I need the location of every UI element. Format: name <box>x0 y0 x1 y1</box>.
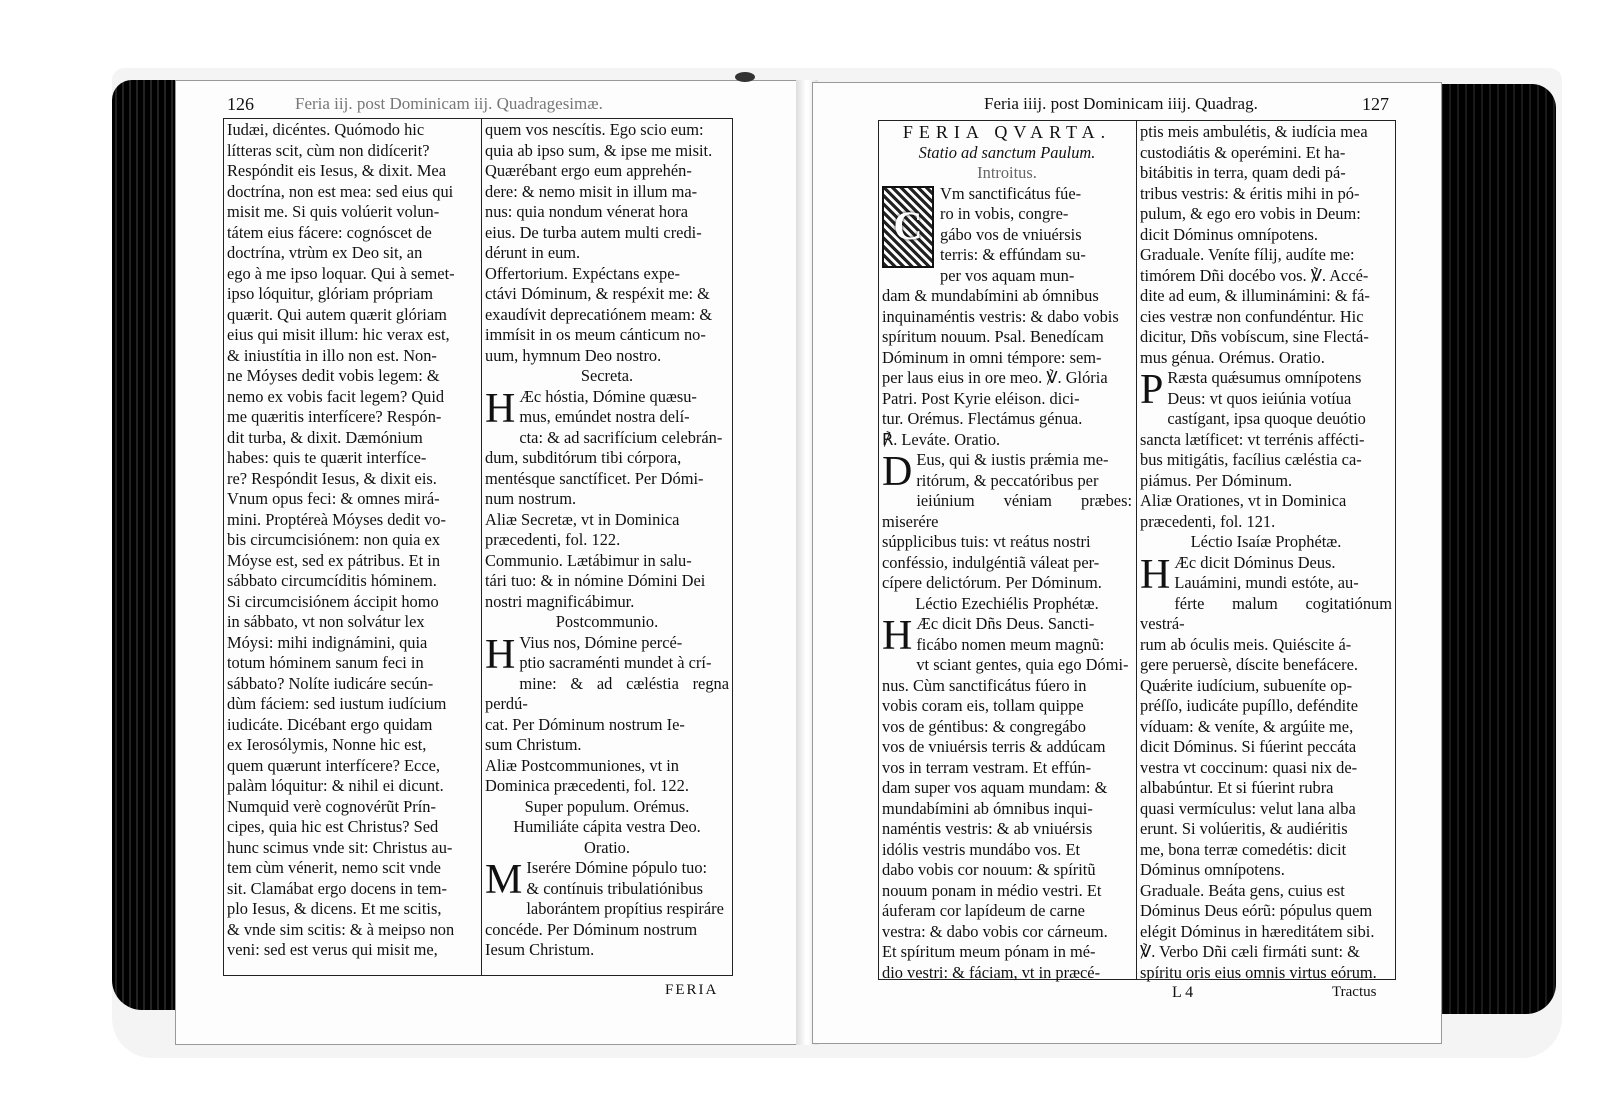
text-line: Vnum opus feci: & omnes mirá- <box>227 489 440 508</box>
text-line: víduam: & veníte, & argúite me, <box>1140 716 1354 736</box>
secreta-title: Secreta. <box>580 366 634 385</box>
graduale <box>1140 245 1392 368</box>
text-line: re? Respóndit Iesus, & dixit eis. <box>227 468 437 488</box>
text-line: ctávi Dóminum, & respéxit me: & <box>485 284 710 303</box>
text-line: dùm fáciem: sed iustum iudícium <box>227 694 447 713</box>
right-page-number: 127 <box>1362 94 1389 114</box>
text-line: spíritum nouum. Psal. Benedícam <box>882 327 1104 346</box>
lectio-ezechielis-title: Léctio Ezechiélis Prophétæ. <box>915 593 1099 613</box>
text-line: mus génua. Orémus. Oratio. <box>1140 347 1325 367</box>
left-running-head: Feria iij. post Dominicam iij. Quadragesimæ. <box>295 94 603 113</box>
text-line: palàm lóquitur: & nihil ei dicunt. <box>227 776 444 795</box>
text-line: Iudæi, dicéntes. Quómodo hic <box>227 120 425 139</box>
text-line: nemo ex vobis facit legem? Quid <box>227 386 445 406</box>
introitus-continuation <box>882 286 1132 450</box>
text-line: dérunt in eum. <box>485 243 581 262</box>
text-line: nus. Cùm sanctificátus fúero in <box>882 675 1087 695</box>
text-line: immísit in os meum cánticum no- <box>485 325 706 344</box>
text-line: sum Christum. <box>485 735 582 754</box>
right-page <box>812 82 1442 1044</box>
text-line: nus: quia nondum vénerat hora <box>485 202 689 221</box>
feria-heading: FERIA QVARTA. <box>902 122 1112 142</box>
text-line: per vos aquam mun- <box>940 265 1075 285</box>
aliae-postcommuniones <box>485 756 729 797</box>
text-line: dicitur, Dñs vobíscum, sine Flectá- <box>1140 327 1369 346</box>
text-line: Æc dicit Dóminus Deus. <box>1174 552 1336 572</box>
text-line: dabo vobis cor nouum: & spíritũ <box>882 860 1096 879</box>
text-line: eius. De turba autem multi credi- <box>485 222 702 242</box>
text-line: ieiúnium véniam præbes: miserére <box>882 491 1132 531</box>
left-column-1 <box>227 120 477 961</box>
drop-capital: D <box>882 449 913 495</box>
text-line: eius qui misit illum: hic verax est, <box>227 325 450 344</box>
text-line: vestra vt coccinum: quasi nix de- <box>1140 757 1358 777</box>
text-line: ipso lóquitur, glóriam própriam <box>227 284 434 303</box>
text-line: ℣. Verbo Dñi cæli firmáti sunt: & <box>1140 942 1360 961</box>
text-line: tribus vestris: & éritis mihi in pó- <box>1140 183 1360 203</box>
text-line: Iesum Christum. <box>485 940 595 959</box>
text-line: hunc scimus vnde sit: Christus au- <box>227 837 453 857</box>
text-line: plo Iesus, & dicens. Et me scitis, <box>227 899 442 918</box>
humiliate: Humiliáte cápita vestra Deo. <box>513 817 701 836</box>
text-line: áuferam cor lapídeum de carne <box>882 901 1085 920</box>
text-line: mentésque sanctíficet. Per Dómi- <box>485 468 704 488</box>
text-line: dicit Dóminus. Si fúerint peccáta <box>1140 737 1357 756</box>
text-line: præcedenti, fol. 122. <box>485 530 621 549</box>
text-line: tur. Orémus. Flectámus génua. <box>882 409 1083 428</box>
text-line: Iserére Dómine pópulo tuo: <box>526 858 708 877</box>
text-line: dere: & nemo misit in illum ma- <box>485 181 698 201</box>
text-line: ritórum, & peccatóribus per <box>916 470 1099 490</box>
offertorium <box>485 264 729 367</box>
text-line: Æc dicit Dñs Deus. Sancti- <box>916 614 1095 633</box>
lectio-isaiae <box>1140 553 1392 881</box>
text-line: dit turba, & dixit. Dæmónium <box>227 427 423 447</box>
text-line: habes: quis te quærit interfíce- <box>227 448 427 467</box>
postcommunio <box>485 633 729 756</box>
text-line: Vm sanctificátus fúe- <box>940 183 1082 203</box>
text-line: Quǽrite iudícium, subueníte op- <box>1140 675 1353 695</box>
text-line: & iniustítia in illo non est. Non- <box>227 345 437 365</box>
left-column-2 <box>485 120 729 961</box>
text-line: dam & mundabímini ab ómnibus <box>882 286 1099 305</box>
communio <box>485 551 729 613</box>
text-line: Patri. Post Kyrie eléison. dici- <box>882 388 1080 408</box>
text-line: conféssio, indulgéntiã váleat per- <box>882 552 1100 572</box>
text-line: Aliæ Postcommuniones, vt in <box>485 755 679 775</box>
text-line: bus mitigátis, facílius cæléstia ca- <box>1140 450 1362 469</box>
text-line: quem vos nescítis. Ego scio eum: <box>485 120 704 139</box>
right-page-edges <box>1438 84 1556 1014</box>
text-line: vobis coram eis, tollam quippe <box>882 696 1084 715</box>
text-line: gere peruersè, díscite benefácere. <box>1140 655 1358 674</box>
text-line: doctrína, vtrùm ex Deo sit, an <box>227 243 423 262</box>
oratio-title: Oratio. <box>584 837 630 857</box>
text-line: Communio. Lætábimur in salu- <box>485 550 692 570</box>
text-line: vos in terram vestram. Et effún- <box>882 757 1092 777</box>
text-line: dicit Dóminus omnípotens. <box>1140 224 1319 244</box>
oratio-praesta <box>1140 368 1392 491</box>
text-line: Respóndit eis Iesus, & dixit. Mea <box>227 161 446 180</box>
text-line: tári tuo: & in nómine Dómini Dei <box>485 571 706 590</box>
statio: Statio ad sanctum Paulum. <box>918 142 1096 162</box>
left-catchword: FERIA <box>665 982 719 998</box>
postcommunio-title: Postcommunio. <box>555 612 659 631</box>
text-line: per laus eius in ore meo. ℣. Glória <box>882 368 1108 387</box>
text-line: vos de géntibus: & congregábo <box>882 716 1086 736</box>
text-line: rum ab óculis meis. Quiéscite á- <box>1140 634 1352 654</box>
text-line: præcedenti, fol. 121. <box>1140 511 1276 531</box>
text-line: inquinaméntis vestris: & dabo vobis <box>882 306 1119 326</box>
text-line: dam super vos aquam mundam: & <box>882 778 1108 797</box>
text-line: ptio sacraménti mundet à crí- <box>519 653 712 672</box>
text-line: laborántem propítius respiráre <box>526 899 724 918</box>
text-line: concéde. Per Dóminum nostrum <box>485 919 698 939</box>
text-line: Numquid verè cognovérũt Prín- <box>227 796 436 816</box>
page-clip <box>735 72 755 82</box>
text-line: nouum ponam in médio vestri. Et <box>882 880 1102 900</box>
signature-mark: L 4 <box>1172 984 1194 1001</box>
text-line: cta: & ad sacrifícium celebrán- <box>519 427 723 447</box>
super-populum: Super populum. Orémus. <box>524 796 690 816</box>
text-line: num nostrum. <box>485 489 577 508</box>
text-line: quem quærunt interfícere? Ecce, <box>227 755 440 775</box>
drop-capital: H <box>485 385 516 432</box>
text-line: terris: & effúndam su- <box>940 245 1086 264</box>
right-column-2 <box>1140 122 1392 983</box>
text-line: dio vestri: & fáciam, vt in præcé- <box>882 962 1101 982</box>
text-line: Vius nos, Dómine percé- <box>519 632 683 652</box>
text-line: cies vestræ non confundéntur. Hic <box>1140 306 1364 326</box>
text-line: doctrína, non est mea: sed eius qui <box>227 181 454 201</box>
text-line: gábo vos de vniuérsis <box>940 224 1082 244</box>
text-line: tátem eius fácere: cognóscet de <box>227 222 432 242</box>
left-page <box>175 80 803 1045</box>
text-line: Deus: vt quos ieiúnia votíua <box>1167 388 1352 408</box>
text-line: Móysi: mihi indignámini, quia <box>227 632 428 652</box>
aliae-orationes <box>1140 491 1392 532</box>
text-line: Aliæ Secretæ, vt in Dominica <box>485 509 680 529</box>
text-line: súpplicibus tuis: vt reátus nostri <box>882 532 1091 551</box>
text-line: pulum, & ego ero vobis in Deum: <box>1140 204 1361 223</box>
text-line: préſſo, iudicáte pupíllo, deféndite <box>1140 696 1359 715</box>
text-line: vestra: & dabo vobis cor cárneum. <box>882 921 1108 941</box>
text-line: quia ab ipso sum, & ipse me misit. <box>485 140 713 160</box>
right-running-head: Feria iiij. post Dominicam iiij. Quadrag. <box>984 94 1258 113</box>
text-line: albabúntur. Et si fúerint rubra <box>1140 778 1334 797</box>
drop-capital: H <box>485 631 516 678</box>
text-line: in sábbato, vt non solvátur lex <box>227 612 425 631</box>
text-line: mundabímini ab ómnibus inqui- <box>882 798 1093 818</box>
text-line: Graduale. Beáta gens, cuius est <box>1140 880 1345 900</box>
text-line: vt sciant gentes, quia ego Dómi- <box>916 655 1129 674</box>
text-line: nostri magnificábimur. <box>485 591 635 611</box>
drop-capital: M <box>485 857 523 903</box>
text-line: sancta lætíficet: vt terrénis affécti- <box>1140 429 1365 449</box>
text-line: exaudívit deprecatiónem meam: & <box>485 304 713 324</box>
text-line: me quæritis interfícere? Respón- <box>227 407 442 426</box>
lectio-isaiae-title: Léctio Isaíæ Prophétæ. <box>1190 532 1342 551</box>
text-line: bitábitis in terra, quam dedi pá- <box>1140 163 1346 182</box>
text-line: cipes, quia hic est Christus? Sed <box>227 817 439 836</box>
text-line: sit. Clamábat ergo docens in tem- <box>227 878 448 898</box>
right-catchword: Tractus <box>1332 984 1377 1000</box>
text-line: Dominica præcedenti, fol. 122. <box>485 776 689 795</box>
ornamental-capital: C <box>882 186 934 268</box>
text-line: timórem Dñi docébo vos. ℣. Accé- <box>1140 265 1369 285</box>
right-column-1 <box>882 122 1132 983</box>
text-line: naméntis vestris: & ab vniuérsis <box>882 819 1093 838</box>
left-page-number: 126 <box>227 94 254 114</box>
text-line: idólis vestris mundábo vos. Et <box>882 839 1081 859</box>
text-line: Eus, qui & iustis prǽmia me- <box>916 450 1109 469</box>
text-line: uum, hymnum Deo nostro. <box>485 345 662 365</box>
text-line: bis circumcisiónem: non quia ex <box>227 530 441 549</box>
text-line: cípere delictórum. Per Dóminum. <box>882 573 1102 592</box>
text-line: Ræsta quǽsumus omnípotens <box>1167 368 1362 387</box>
text-line: quærit. Qui autem quærit glóriam <box>227 304 447 324</box>
text-line: Si circumcisiónem áccipit homo <box>227 591 439 611</box>
drop-capital: H <box>1140 551 1171 598</box>
drop-capital: H <box>882 613 913 659</box>
text-line: piámus. Per Dóminum. <box>1140 470 1293 490</box>
text-line: custodiátis & operémini. Et ha- <box>1140 142 1346 162</box>
text-line: Dóminum in omni témpore: sem- <box>882 347 1102 367</box>
text-line: ℟. Leváte. Oratio. <box>882 429 1001 449</box>
text-line: elégit Dóminus in hæreditátem sibi. <box>1140 921 1375 941</box>
text-line: & vnde sim scitis: & à meipso non <box>227 919 455 939</box>
oratio <box>485 858 729 961</box>
text-line: mus, emúndet nostra delí- <box>519 407 690 426</box>
text-line: Offertorium. Expéctans expe- <box>485 263 680 283</box>
text-line: sábbato circumcíditis hóminem. <box>227 571 437 590</box>
text-line: castígant, ipsa quoque deuótio <box>1167 409 1366 428</box>
text-line: férte malum cogitatiónum vestrá- <box>1140 593 1392 633</box>
text-line: cat. Per Dóminum nostrum Ie- <box>485 714 685 734</box>
aliae-secretae <box>485 510 729 551</box>
introitus <box>882 184 1132 287</box>
gospel-continuation <box>485 120 729 264</box>
text-line: Et spíritum meum pónam in mé- <box>882 942 1096 961</box>
text-line: ego à me ipso loquar. Qui à semet- <box>227 263 455 283</box>
text-line: mine: & ad cæléstia regna perdú- <box>485 673 729 713</box>
text-line: erunt. Si volúeritis, & audiéritis <box>1140 819 1348 838</box>
text-line: quasi vermículus: velut lana alba <box>1140 798 1356 818</box>
text-line: ro in vobis, congre- <box>940 204 1069 223</box>
text-line: & contínuis tribulatiónibus <box>526 878 704 898</box>
oratio <box>882 450 1132 594</box>
text-line: misit me. Si quis volúerit volun- <box>227 202 440 221</box>
text-line: Dóminus Deus eórũ: pópulus quem <box>1140 901 1373 920</box>
text-line: Aliæ Orationes, vt in Dominica <box>1140 491 1347 510</box>
secreta <box>485 387 729 510</box>
introitus-title: Introitus. <box>977 163 1037 182</box>
text-line: Dóminus omnípotens. <box>1140 860 1285 879</box>
text-line: ex Ierosólymis, Nonne hic est, <box>227 735 427 754</box>
text-line: totum hóminem sanum feci in <box>227 653 424 672</box>
text-line: ne Móyses dedit vobis legem: & <box>227 366 440 385</box>
graduale-beata <box>1140 881 1392 984</box>
text-line: lítteras scit, cùm non didícerit? <box>227 140 430 160</box>
text-line: veni: sed est verus qui misit me, <box>227 940 438 959</box>
text-line: me, bona terræ comedétis: dicit <box>1140 839 1347 859</box>
text-line: iudicáte. Dicébant ergo quidam <box>227 714 433 734</box>
text-line: vos de vniuérsis terris & addúcam <box>882 737 1106 756</box>
left-page-edges <box>112 80 176 1010</box>
lectio-ezechielis <box>882 614 1132 983</box>
text-line: dum, subditórum tibi córpora, <box>485 448 682 467</box>
text-line: ficábo nomen meum magnũ: <box>916 634 1105 654</box>
text-line: mini. Proptéreà Móyses dedit vo- <box>227 509 446 529</box>
drop-capital: P <box>1140 367 1164 413</box>
text-line: spíritu oris eius omnis virtus eórum. <box>1140 962 1377 982</box>
text-line: dite ad eum, & illuminámini: & fá- <box>1140 286 1370 305</box>
text-line: Graduale. Veníte fílij, audíte me: <box>1140 245 1355 264</box>
text-line: Móyse est, sed ex pátribus. Et in <box>227 550 441 570</box>
text-line: tem cùm vénerit, nemo scit vnde <box>227 858 441 877</box>
lectio-continuation <box>1140 122 1392 245</box>
text-line: Quærébant ergo eum apprehén- <box>485 161 692 180</box>
text-line: Lauámini, mundi estóte, au- <box>1174 573 1359 592</box>
text-line: sábbato? Nolíte iudicáre secún- <box>227 673 434 693</box>
text-line: ptis meis ambulétis, & iudícia mea <box>1140 122 1368 141</box>
text-line: Æc hóstia, Dómine quæsu- <box>519 386 697 406</box>
